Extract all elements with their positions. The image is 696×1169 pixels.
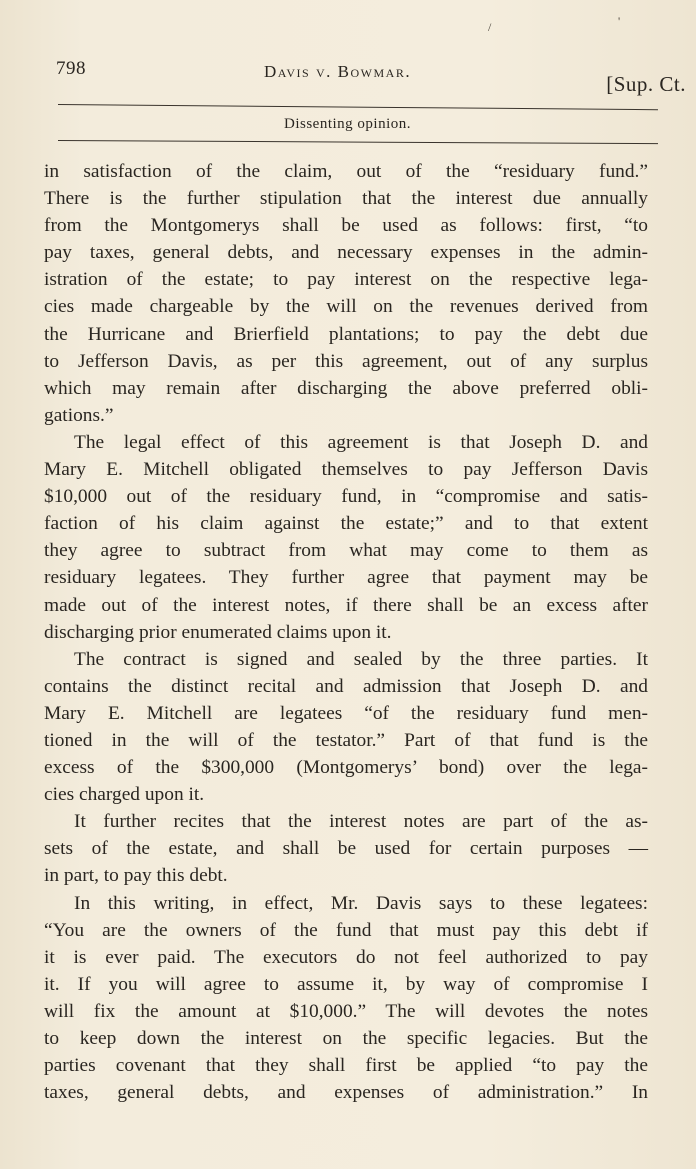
text-line: in satisfaction of the claim, out of the “residuary fund.”	[44, 161, 648, 182]
text-line: sets of the estate, and shall be used for certain purposes —	[44, 838, 648, 860]
header-rule-bottom	[58, 140, 658, 144]
text-line: taxes, general debts, and expenses of administration.” In	[44, 1082, 648, 1104]
text-line: The contract is signed and sealed by the three parties. It	[74, 648, 648, 670]
text-line: In this writing, in effect, Mr. Davis says to these legatees:	[74, 892, 648, 914]
text-line: Mary E. Mitchell are legatees “of the residuary fund men-	[44, 702, 648, 724]
text-line: contains the distinct recital and admission that Joseph D. and	[44, 675, 648, 697]
section-subheading: Dissenting opinion.	[284, 116, 412, 132]
text-line: gations.”	[44, 404, 114, 426]
header-rule-top	[58, 104, 658, 110]
paragraph	[44, 808, 648, 889]
text-line: $10,000 out of the residuary fund, in “compromise and satis-	[44, 486, 648, 508]
text-line: istration of the estate; to pay interest on the respective lega-	[44, 269, 648, 291]
paragraph	[44, 646, 648, 809]
text-line: cies charged upon it.	[44, 784, 205, 806]
text-line: it is ever paid. The executors do not feel authorized to pay	[44, 946, 648, 968]
text-line: in part, to pay this debt.	[44, 865, 228, 887]
text-line: it. If you will agree to assume it, by way of compromise I	[44, 973, 648, 995]
paragraph	[44, 890, 648, 1107]
running-title: Davis v. Bowmar.	[264, 62, 412, 81]
text-line: tioned in the will of the testator.” Part of that fund is the	[44, 729, 648, 751]
text-line: excess of the $300,000 (Montgomerys’ bond) over the lega-	[44, 757, 648, 779]
text-line: they agree to subtract from what may come to them as	[44, 540, 648, 562]
text-line: the Hurricane and Brierfield plantations; to pay the debt due	[44, 323, 648, 345]
text-line: from the Montgomerys shall be used as follows: first, “to	[44, 215, 648, 237]
text-line: will fix the amount at $10,000.” The will devotes the notes	[44, 1000, 648, 1022]
text-line: parties covenant that they shall first be applied “to pay the	[44, 1055, 648, 1077]
text-line: Mary E. Mitchell obligated themselves to pay Jefferson Davis	[44, 459, 648, 481]
text-line: to keep down the interest on the specific legacies. But the	[44, 1028, 648, 1049]
text-line: which may remain after discharging the above preferred obli-	[44, 377, 648, 399]
text-line: There is the further stipulation that the interest due annually	[44, 188, 648, 210]
page-number: 798	[56, 58, 86, 79]
court-label: [Sup. Ct.	[606, 72, 686, 96]
stray-mark: /	[488, 20, 492, 34]
paragraph	[44, 158, 648, 429]
text-line: to Jefferson Davis, as per this agreement, out of any surplus	[44, 350, 648, 372]
text-line: pay taxes, general debts, and necessary expenses in the admin-	[44, 242, 648, 264]
text-line: The legal effect of this agreement is that Joseph D. and	[74, 431, 648, 453]
text-line: made out of the interest notes, if there shall be an excess after	[44, 594, 648, 616]
running-header	[56, 58, 686, 98]
stray-mark: '	[618, 14, 621, 28]
opinion-body	[44, 158, 648, 1106]
text-line: faction of his claim against the estate;” and to that extent	[44, 513, 648, 535]
text-line: cies made chargeable by the will on the revenues derived from	[44, 296, 648, 318]
text-line: discharging prior enumerated claims upon it.	[44, 621, 392, 643]
text-line: “You are the owners of the fund that must pay this debt if	[44, 919, 648, 941]
text-line: residuary legatees. They further agree that payment may be	[44, 567, 648, 589]
text-line: It further recites that the interest notes are part of the as-	[74, 811, 648, 833]
paragraph	[44, 429, 648, 646]
